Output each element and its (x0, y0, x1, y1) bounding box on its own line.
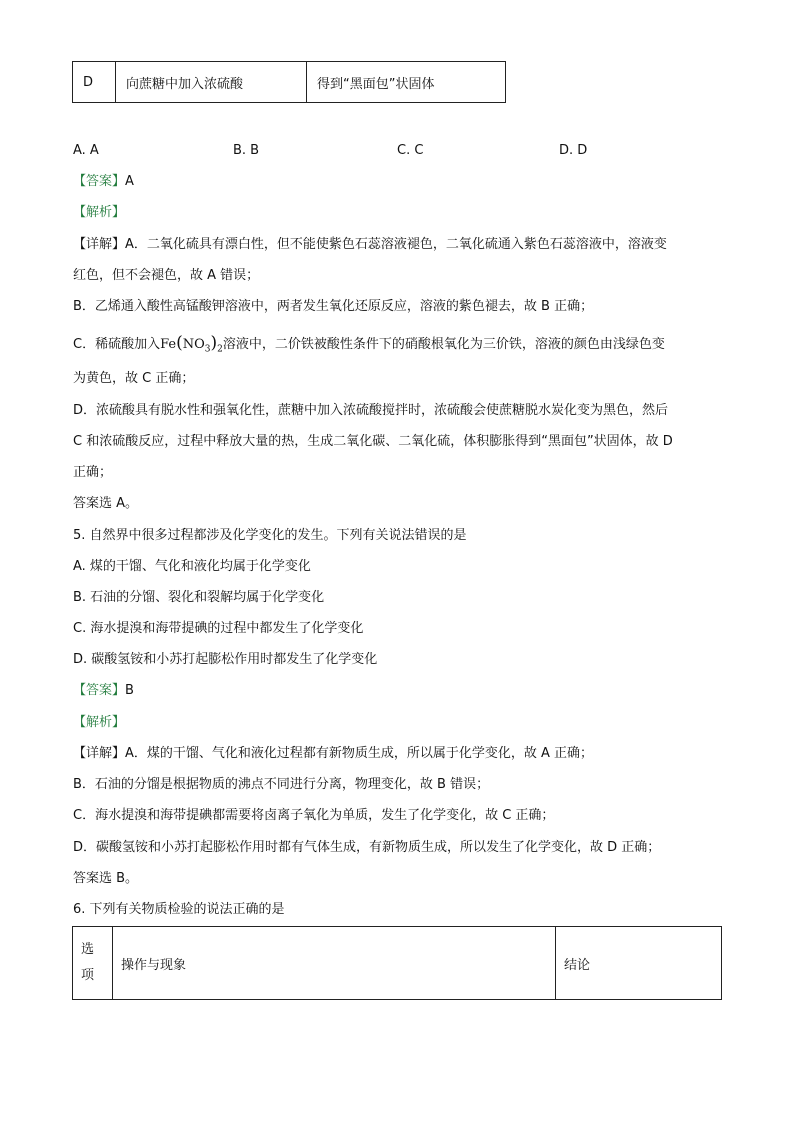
q4-detail-line: 红色，但不会褪色，故 A 错误； (73, 268, 260, 283)
table-cell-phenomenon: 得到“黑面包”状固体 (307, 62, 506, 103)
q4-detail-line: 正确； (73, 465, 113, 480)
answer-value: A (125, 174, 134, 189)
q5-option-d: D. 碳酸氢铵和小苏打起膨松作用时都发生了化学变化 (73, 652, 378, 667)
answer-label: 【答案】 (73, 683, 126, 698)
q4-detail-d: D．浓硫酸具有脱水性和强氧化性，蔗糖中加入浓硫酸搅拌时，浓硫酸会使蔗糖脱水炭化变为黑色，然后 (73, 403, 669, 418)
table-header-option (73, 927, 113, 1000)
q5-detail-b: B．石油的分馏是根据物质的沸点不同进行分离，物理变化，故 B 错误； (73, 777, 490, 792)
q4-detail-b: B．乙烯通入酸性高锰酸钾溶液中，两者发生氧化还原反应，溶液的紫色褪去，故 B 正确； (73, 299, 594, 314)
q5-detail-c: C．海水提溴和海带提碘都需要将卤离子氧化为单质，发生了化学变化，故 C 正确； (73, 808, 555, 823)
header-option-char1: 选 (81, 942, 95, 957)
q4-detail-line: 为黄色，故 C 正确； (73, 371, 195, 386)
answer-value: B (125, 683, 134, 698)
detail-c-suffix: 溶液中，二价铁被酸性条件下的硝酸根氧化为三价铁，溶液的颜色由浅绿色变 (222, 337, 665, 352)
table-row (73, 62, 506, 103)
header-option-char2: 项 (81, 968, 95, 983)
table-header-row (73, 927, 722, 1000)
choice-b: B. B (233, 143, 260, 158)
q5-detail-a: 【详解】A．煤的干馏、气化和液化过程都有新物质生成，所以属于化学变化，故 A 正确； (73, 746, 594, 761)
q5-stem: 5. 自然界中很多过程都涉及化学变化的发生。下列有关说法错误的是 (73, 528, 467, 543)
formula-no: NO (182, 337, 205, 352)
q4-answer (73, 173, 134, 191)
q6-stem: 6. 下列有关物质检验的说法正确的是 (73, 902, 285, 917)
table-header-conclusion: 结论 (556, 927, 722, 1000)
q5-choose: 答案选 B。 (73, 871, 139, 886)
q5-analysis-label: 【解析】 (73, 715, 126, 730)
q4-choices (73, 143, 723, 161)
table-header-operation: 操作与现象 (113, 927, 556, 1000)
detail-c-prefix: C．稀硫酸加入 (73, 337, 161, 352)
formula-subscript-2: 2 (217, 344, 223, 355)
formula-subscript-3: 3 (204, 344, 211, 355)
q4-analysis-label: 【解析】 (73, 205, 126, 220)
q5-detail-d: D．碳酸氢铵和小苏打起膨松作用时都有气体生成，有新物质生成，所以发生了化学变化，故 D 正确； (73, 840, 661, 855)
q6-table (72, 926, 722, 1000)
q5-option-c: C. 海水提溴和海带提碘的过程中都发生了化学变化 (73, 621, 364, 636)
q5-option-a: A. 煤的干馏、气化和液化均属于化学变化 (73, 559, 311, 574)
formula-fe-no3-2: $Fe(NO_3)_2$ (160, 333, 223, 355)
choice-d: D. D (559, 143, 588, 158)
top-option-table (72, 61, 506, 103)
q5-answer (73, 682, 134, 700)
q4-choose: 答案选 A。 (73, 496, 139, 511)
choice-c: C. C (397, 143, 424, 158)
table-cell-option: D (73, 62, 116, 103)
q4-detail-c (73, 334, 665, 359)
q5-option-b: B. 石油的分馏、裂化和裂解均属于化学变化 (73, 590, 325, 605)
table-cell-operation: 向蔗糖中加入浓硫酸 (116, 62, 307, 103)
q4-detail-line: C 和浓硫酸反应，过程中释放大量的热，生成二氧化碳、二氧化硫，体积膨胀得到“黑面包”状固体，故 D (73, 434, 673, 449)
answer-label: 【答案】 (73, 174, 126, 189)
choice-a: A. A (73, 143, 99, 158)
formula-fe: Fe (160, 337, 177, 352)
q4-detail-line: 【详解】A．二氧化硫具有漂白性，但不能使紫色石蕊溶液褪色，二氧化硫通入紫色石蕊溶液中，溶液变 (73, 237, 667, 252)
